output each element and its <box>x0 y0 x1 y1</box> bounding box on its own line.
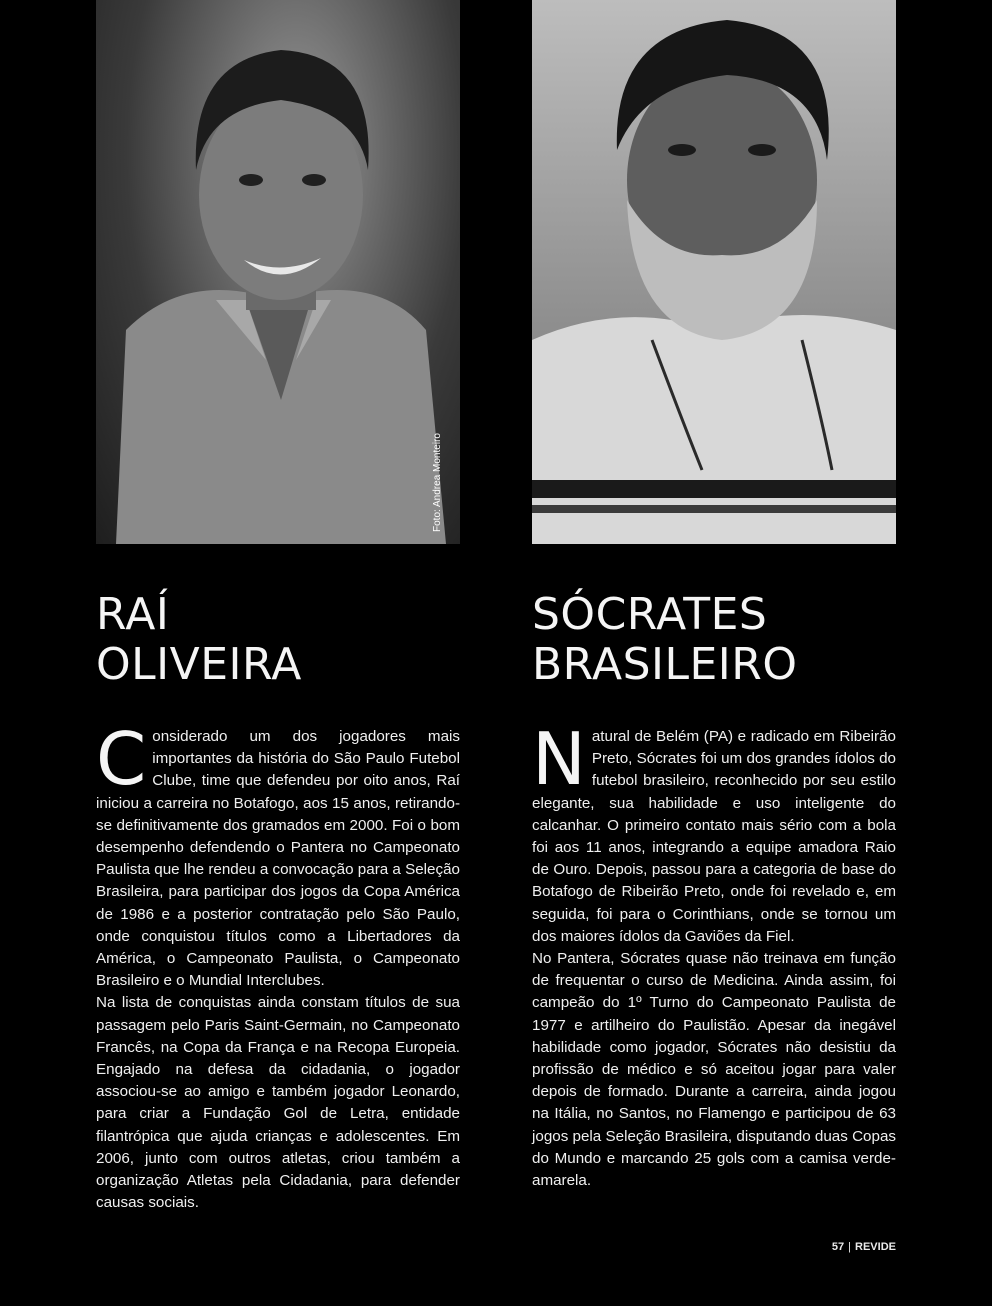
socrates-brasileiro-heading <box>532 590 797 690</box>
magazine-name: REVIDE <box>855 1241 896 1253</box>
socrates-portrait-illustration <box>532 0 896 544</box>
bio-paragraph <box>96 717 460 992</box>
rai-bio-column <box>96 717 460 1214</box>
paragraph-text: atural de Belém (PA) e radicado em Ribeirão Preto, Sócrates foi um dos grandes ídolos do futebol brasileiro, reconhecido por seu estilo elegante, sua habilidade e uso inteligente do calcanhar. O primeiro contato mais sério com a bola foi aos 11 anos, integrando a equipe amadora Raio de Ouro. Depois, passou para a categoria de base do Botafogo de Ribeirão Preto, onde foi revelado e, em seguida, foi para o Corinthians, onde se tornou um dos maiores ídolos da Gaviões da Fiel. <box>532 728 896 945</box>
drop-cap: N <box>532 717 586 801</box>
footer-separator: | <box>848 1241 852 1253</box>
heading-line-2: OLIVEIRA <box>96 639 302 690</box>
heading-line-2: BRASILEIRO <box>532 639 798 690</box>
paragraph-text: onsiderado um dos jogadores mais importantes da história do São Paulo Futebol Clube, time que defendeu por oito anos, Raí iniciou a carreira no Botafogo, aos 15 anos, retirando-se definitivamente dos gramados em 2000. Foi o bom desempenho defendendo o Pantera no Campeonato Paulista que lhe rendeu a convocação para a Seleção Brasileira, para participar dos jogos da Copa América de 1986 e a posterior contratação pelo São Paulo, onde conquistou títulos como a Libertadores da América, o Campeonato Paulista, o Campeonato Brasileiro e o Mundial Interclubes. <box>96 728 460 990</box>
heading-line-1: RAÍ <box>96 589 170 640</box>
rai-oliveira-heading <box>96 590 302 690</box>
bio-paragraph: Na lista de conquistas ainda constam títulos de sua passagem pelo Paris Saint-Germain, no Campeonato Francês, na Copa da França e na Recopa Europeia. Engajado na defesa da cidadania, o jogador associou-se ao amigo e também jogador Leonardo, para criar a Fundação Gol de Letra, entidade filantrópica que ajuda crianças e adolescentes. Em 2006, junto com outros atletas, criou também a organização Atletas pela Cidadania, para defender causas sociais. <box>96 994 460 1212</box>
bio-paragraph <box>532 717 896 948</box>
page-footer <box>832 1241 896 1253</box>
heading-line-1: SÓCRATES <box>532 589 768 640</box>
bio-paragraph: No Pantera, Sócrates quase não treinava em função de frequentar o curso de Medicina. Ainda assim, foi campeão do 1º Turno do Campeonato Paulista de 1977 e artilheiro do Paulistão. Apesar da inegável habilidade como jogador, Sócrates não desistiu da profissão de médico e só aceitou jogar para valer depois de formado. Durante a carreira, ainda jogou na Itália, no Santos, no Flamengo e participou de 63 jogos pela Seleção Brasileira, disputando duas Copas do Mundo e marcando 25 gols com a camisa verde-amarela. <box>532 950 896 1190</box>
socrates-portrait-photo <box>532 0 896 544</box>
page-number: 57 <box>831 1241 845 1253</box>
rai-portrait-illustration <box>96 0 460 544</box>
photo-credit: Foto: Andrea Monteiro <box>432 433 443 532</box>
socrates-bio-column <box>532 717 896 1192</box>
rai-portrait-photo <box>96 0 460 544</box>
drop-cap: C <box>96 717 147 801</box>
